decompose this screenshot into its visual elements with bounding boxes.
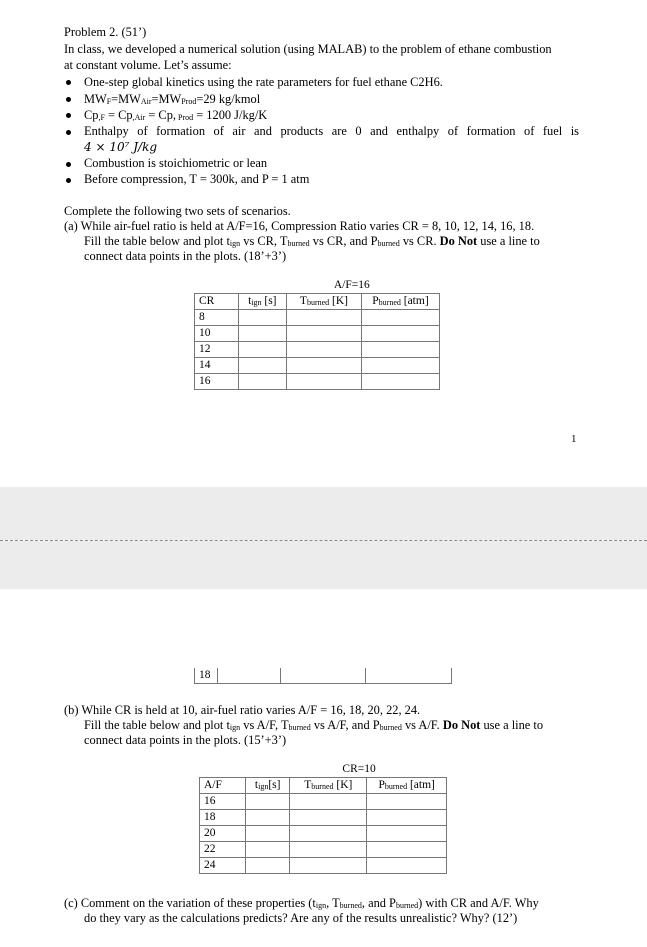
part-a-line-1: (a) While air-fuel ratio is held at A/F=16, Compression Ratio varies CR = 8, 10, 12, 14, 16, 18. <box>64 219 535 233</box>
table-cell-empty[interactable] <box>361 374 439 390</box>
table-cell-empty[interactable] <box>287 326 362 342</box>
table-cell-empty[interactable] <box>361 310 439 326</box>
page-break-gap <box>0 541 647 589</box>
table-b-af-value: 18 <box>200 810 246 826</box>
table-cell-empty[interactable] <box>290 794 367 810</box>
table-cell-empty[interactable] <box>238 326 286 342</box>
page-break-gap <box>0 487 647 540</box>
part-b-line-2: Fill the table below and plot $t_{ign}$ vs A/F, $T_{burned}$ vs A/F, and $P_{burned}$ vs A/F. Do Not use a line to <box>84 718 544 732</box>
table-cell-empty[interactable] <box>238 374 286 390</box>
table-a-col-tburned: $T_{burned}$ [K] <box>287 294 362 310</box>
table-a-cr-value: 10 <box>195 326 239 342</box>
table-row <box>200 842 447 858</box>
assumption-kinetics: One-step global kinetics using the rate parameters for fuel ethane C2H6. <box>84 75 443 89</box>
table-row <box>195 310 440 326</box>
table-row <box>200 826 447 842</box>
table-cell-empty[interactable] <box>367 858 447 874</box>
table-b-header-row <box>200 778 447 794</box>
table-b-col-pburned: $P_{burned}$ [atm] <box>367 778 447 794</box>
table-cell-empty[interactable] <box>290 842 367 858</box>
assumption-stoichiometric: Combustion is stoichiometric or lean <box>84 156 268 170</box>
table-b-empty-corner <box>200 762 246 778</box>
table-cell-empty[interactable] <box>361 342 439 358</box>
intro-line-1: In class, we developed a numerical solution (using MALAB) to the problem of ethane combustion <box>64 42 552 56</box>
table-row <box>195 668 452 684</box>
table-a-col-tign: $t_{ign}$ [s] <box>238 294 286 310</box>
table-b-af-value: 22 <box>200 842 246 858</box>
table-b-col-tburned: $T_{burned}$ [K] <box>290 778 367 794</box>
table-a-cr-value: 18 <box>195 668 218 684</box>
table-cell-empty[interactable] <box>367 794 447 810</box>
table-cell-empty[interactable] <box>246 842 290 858</box>
table-row <box>200 794 447 810</box>
table-cell-empty[interactable] <box>367 842 447 858</box>
part-a-line-2: Fill the table below and plot $t_{ign}$ vs CR, $T_{burned}$ vs CR, and $P_{burned}$ vs CR. Do Not use a line to <box>84 234 540 248</box>
bullet-dot <box>66 80 71 85</box>
bullet-dot <box>66 162 71 167</box>
table-b-col-tign: $t_{ign}[s]$ <box>246 778 290 794</box>
table-cell-empty[interactable] <box>280 668 366 684</box>
table-row <box>195 326 440 342</box>
table-a-group-header: A/F=16 <box>333 279 370 291</box>
assumption-enthalpy-line-1: Enthalpy of formation of air and products are 0 and enthalpy of formation of fuel is <box>84 124 579 138</box>
table-a <box>194 278 440 390</box>
page-number: 1 <box>571 433 577 445</box>
table-b-af-value: 16 <box>200 794 246 810</box>
table-cell-empty[interactable] <box>238 310 286 326</box>
table-b <box>199 762 447 874</box>
bullet-dot <box>66 178 71 183</box>
table-a-cr-value: 14 <box>195 358 239 374</box>
table-cell-empty[interactable] <box>287 358 362 374</box>
table-a-header-row <box>195 294 440 310</box>
problem-title: Problem 2. (51’) <box>64 25 147 39</box>
table-cell-empty[interactable] <box>217 668 280 684</box>
part-b-line-1: (b) While CR is held at 10, air-fuel ratio varies A/F = 16, 18, 20, 22, 24. <box>64 703 421 717</box>
table-a-cr-value: 8 <box>195 310 239 326</box>
table-a-empty-corner <box>195 278 239 294</box>
table-row <box>195 358 440 374</box>
part-a-line-3: connect data points in the plots. (18’+3’) <box>84 249 287 263</box>
table-b-group-header: CR=10 <box>342 763 376 775</box>
part-c-line-1: (c) Comment on the variation of these properties ($t_{ign}$, $T_{burned}$, and $P_{burned}$) with CR and A/F. Why <box>64 896 539 910</box>
assumption-initial-state: Before compression, T = 300k, and P = 1 atm <box>84 172 310 186</box>
table-cell-empty[interactable] <box>238 358 286 374</box>
table-row <box>200 810 447 826</box>
table-cell-empty[interactable] <box>246 810 290 826</box>
part-b-line-3: connect data points in the plots. (15’+3’) <box>84 733 287 747</box>
table-row <box>200 858 447 874</box>
table-a-col-pburned: $P_{burned}$ [atm] <box>361 294 439 310</box>
table-cell-empty[interactable] <box>366 668 452 684</box>
table-cell-empty[interactable] <box>287 374 362 390</box>
table-a-continued <box>194 668 452 684</box>
table-cell-empty[interactable] <box>367 826 447 842</box>
table-cell-empty[interactable] <box>246 794 290 810</box>
scenarios-intro: Complete the following two sets of scenarios. <box>64 204 291 218</box>
intro-line-2: at constant volume. Let’s assume: <box>64 58 232 72</box>
table-cell-empty[interactable] <box>287 310 362 326</box>
table-b-col-af: A/F <box>200 778 246 794</box>
table-a-col-cr: CR <box>195 294 239 310</box>
bullet-dot <box>66 130 71 135</box>
table-cell-empty[interactable] <box>361 326 439 342</box>
table-a-cr-value: 16 <box>195 374 239 390</box>
table-b-af-value: 24 <box>200 858 246 874</box>
table-cell-empty[interactable] <box>246 858 290 874</box>
table-a-cr-value: 12 <box>195 342 239 358</box>
bullet-dot <box>66 113 71 118</box>
table-row <box>195 374 440 390</box>
assumption-specific-heat: $Cp_{,F} = Cp_{,Air} = Cp$, $_{Prod}$ = 1200 J/kg/K <box>84 108 268 122</box>
table-cell-empty[interactable] <box>290 826 367 842</box>
table-row <box>195 342 440 358</box>
table-b-af-value: 20 <box>200 826 246 842</box>
table-cell-empty[interactable] <box>246 826 290 842</box>
assumption-enthalpy-line-2: 4 × 10⁷ J/kg <box>84 140 158 154</box>
assumption-molecular-weight: $MW_F=MW_{Air}=MW_{Prod}=29$ kg/kmol <box>84 92 261 106</box>
bullet-dot <box>66 97 71 102</box>
table-cell-empty[interactable] <box>361 358 439 374</box>
table-cell-empty[interactable] <box>287 342 362 358</box>
table-cell-empty[interactable] <box>290 810 367 826</box>
table-cell-empty[interactable] <box>238 342 286 358</box>
table-cell-empty[interactable] <box>290 858 367 874</box>
table-cell-empty[interactable] <box>367 810 447 826</box>
part-c-line-2: do they vary as the calculations predicts? Are any of the results unrealistic? Why? (12’) <box>84 911 518 925</box>
